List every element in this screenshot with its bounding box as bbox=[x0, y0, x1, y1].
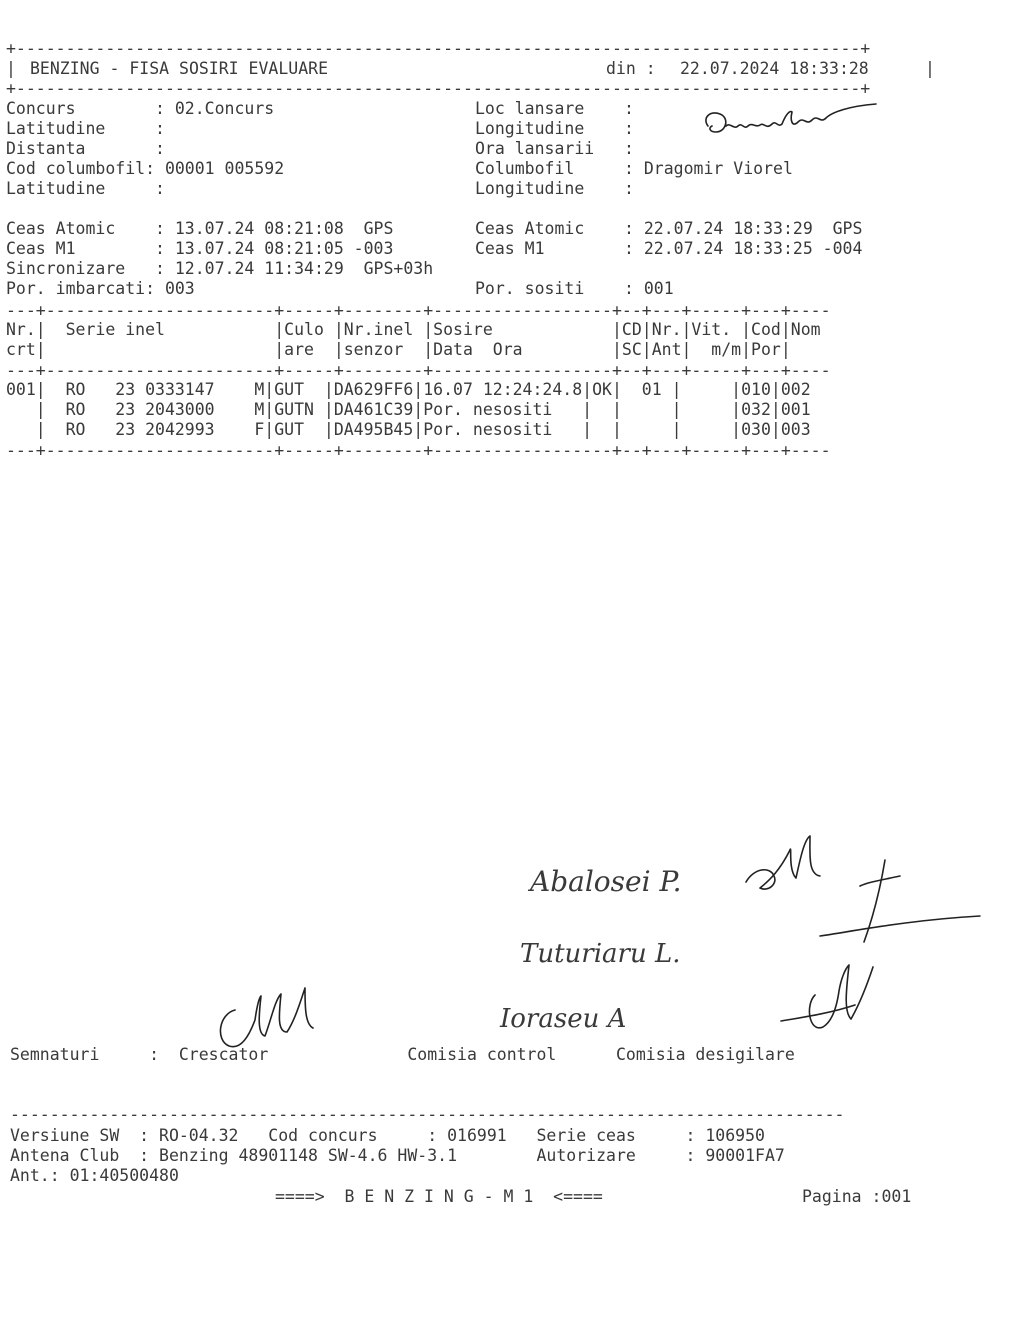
header-left-bar: | bbox=[6, 59, 16, 78]
info-fancier-name: Columbofil : Dragomir Viorel bbox=[475, 159, 793, 178]
pigeons-arrived: Por. sositi : 001 bbox=[475, 279, 674, 298]
info-latitude: Latitudine : bbox=[6, 119, 165, 138]
footer-ant: Ant.: 01:40500480 bbox=[10, 1166, 179, 1185]
table-rule-mid: ---+-----------------------+-----+--------+------------------+--+---+-----+---+---- bbox=[6, 361, 831, 380]
page-number: Pagina :001 bbox=[802, 1187, 912, 1206]
sync-time: Sincronizare : 12.07.24 11:34:29 GPS+03h bbox=[6, 259, 434, 278]
footer-antenna: Antena Club : Benzing 48901148 SW-4.6 HW-3.1 Autorizare : 90001FA7 bbox=[10, 1146, 785, 1165]
header-right-bar: | bbox=[925, 59, 935, 78]
handwritten-location bbox=[700, 100, 890, 145]
signature-name-2: Tuturiaru L. bbox=[520, 939, 681, 969]
signature-name-1: Abalosei P. bbox=[530, 865, 682, 898]
info-release-time: Ora lansarii : bbox=[475, 139, 634, 158]
footer-rule: ------------------------------------------------------------------------------------ bbox=[10, 1105, 845, 1124]
info-concurs: Concurs : 02.Concurs bbox=[6, 99, 275, 118]
signatures-line: Semnaturi : Crescator Comisia control Comisia desigilare bbox=[10, 1045, 795, 1064]
table-header-line-1: Nr.| Serie inel |Culo |Nr.inel |Sosire |CD|Nr.|Vit. |Cod|Nom bbox=[6, 320, 821, 339]
info-fancier-longitude: Longitudine : bbox=[475, 179, 634, 198]
document-title: BENZING - FISA SOSIRI EVALUARE bbox=[30, 59, 329, 78]
signature-scribble-desigilare bbox=[775, 955, 905, 1045]
header-border-bottom: +-------------------------------------------------------------------------------------+ bbox=[6, 79, 871, 98]
table-row: 001| RO 23 0333147 M|GUT |DA629FF6|16.07 12:24:24.8|OK| 01 | |010|002 bbox=[6, 380, 811, 399]
table-row: | RO 23 2043000 M|GUTN |DA461C39|Por. nesositi | | | |032|001 bbox=[6, 400, 811, 419]
info-fancier-latitude: Latitudine : bbox=[6, 179, 165, 198]
date-label: din : bbox=[606, 59, 656, 78]
m1-clock-end: Ceas M1 : 22.07.24 18:33:25 -004 bbox=[475, 239, 863, 258]
atomic-clock-start: Ceas Atomic : 13.07.24 08:21:08 GPS bbox=[6, 219, 394, 238]
info-release-place: Loc lansare : bbox=[475, 99, 634, 118]
footer-banner: ====> B E N Z I N G - M 1 <==== bbox=[275, 1187, 603, 1206]
info-fancier-code: Cod columbofil: 00001 005592 bbox=[6, 159, 285, 178]
atomic-clock-end: Ceas Atomic : 22.07.24 18:33:29 GPS bbox=[475, 219, 863, 238]
footer-version: Versiune SW : RO-04.32 Cod concurs : 016991 Serie ceas : 106950 bbox=[10, 1126, 765, 1145]
pigeons-basketed: Por. imbarcati: 003 bbox=[6, 279, 195, 298]
signature-name-3: Ioraseu A bbox=[500, 1004, 627, 1034]
table-header-line-2: crt| |are |senzor |Data Ora |SC|Ant| m/m|Por| bbox=[6, 340, 791, 359]
header-border-top: +-------------------------------------------------------------------------------------+ bbox=[6, 39, 871, 58]
table-rule-bottom: ---+-----------------------+-----+--------+------------------+--+---+-----+---+---- bbox=[6, 441, 831, 460]
table-row: | RO 23 2042993 F|GUT |DA495B45|Por. nesositi | | | |030|003 bbox=[6, 420, 811, 439]
signature-scribble-top bbox=[740, 830, 990, 960]
info-longitude: Longitudine : bbox=[475, 119, 634, 138]
print-date: 22.07.2024 18:33:28 bbox=[680, 59, 869, 78]
info-distance: Distanta : bbox=[6, 139, 165, 158]
m1-clock-start: Ceas M1 : 13.07.24 08:21:05 -003 bbox=[6, 239, 394, 258]
table-rule-top: ---+-----------------------+-----+--------+------------------+--+---+-----+---+---- bbox=[6, 301, 831, 320]
